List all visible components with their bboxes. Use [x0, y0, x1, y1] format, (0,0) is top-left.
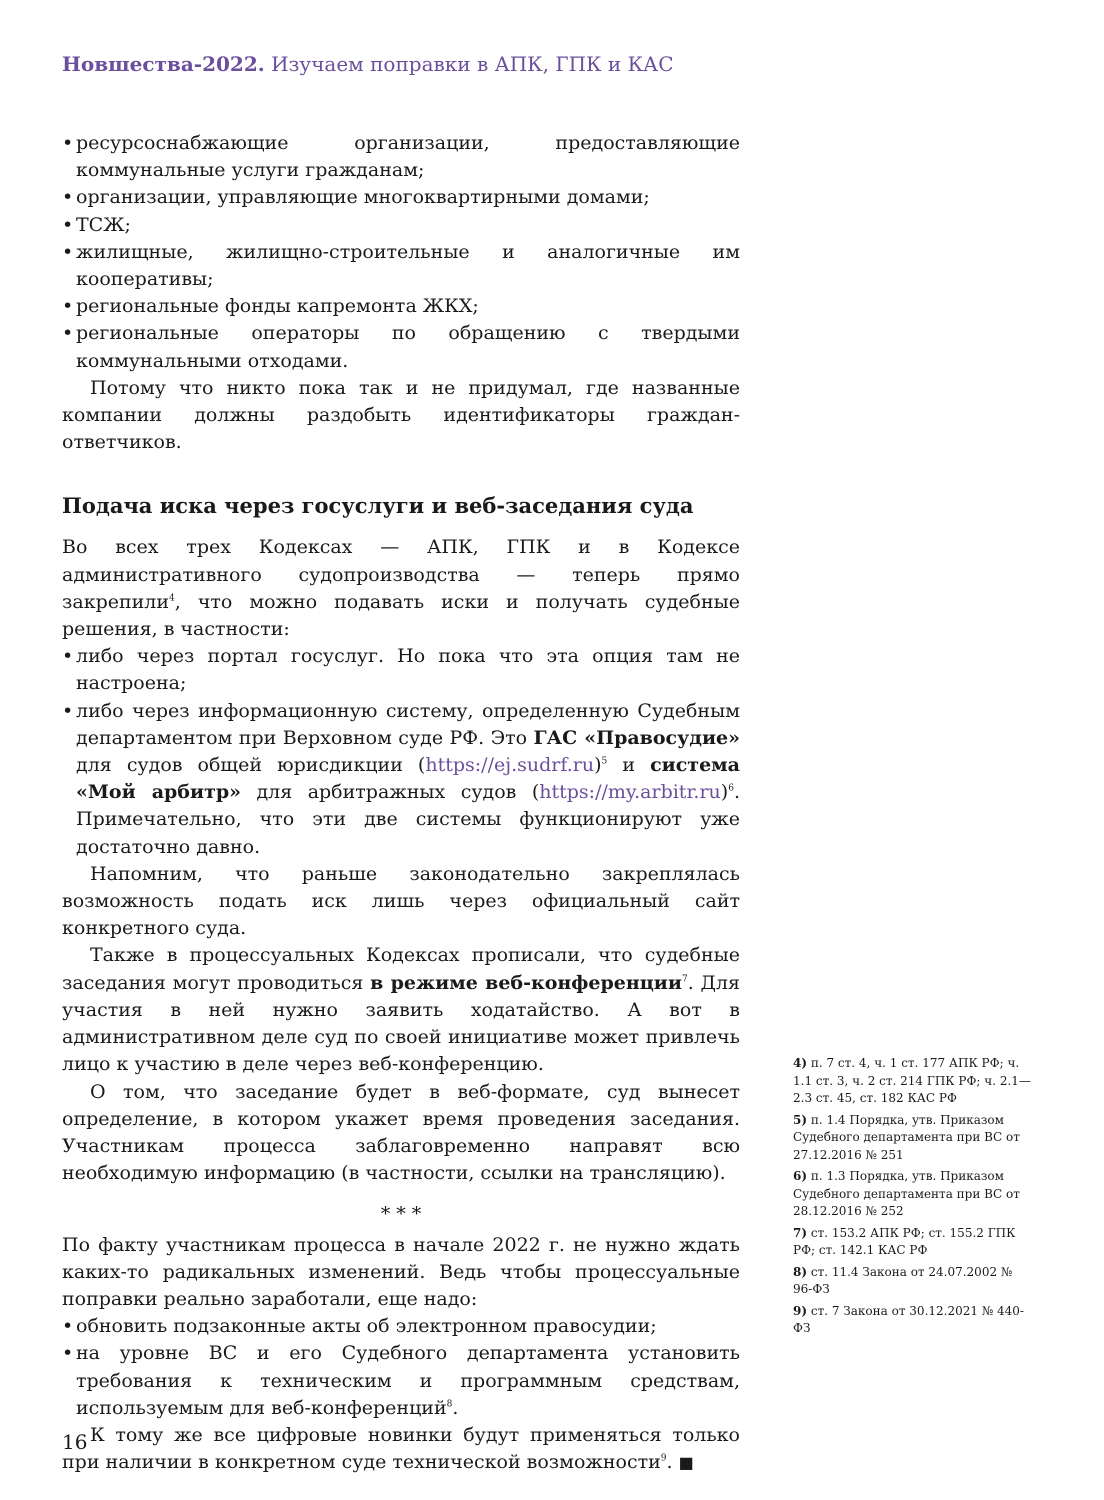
paragraph: По факту участникам процесса в начале 2022 г. не нужно ждать каких-то радикальных изменений. Ведь чтобы процессуальные поправки реально заработали, еще надо:: [62, 1233, 740, 1310]
footnote-ref[interactable]: 8: [446, 1399, 453, 1410]
list-item: • региональные операторы по обращению с твердыми коммунальными отходами.: [62, 320, 740, 374]
channels-list: [62, 643, 740, 861]
link-sudrf[interactable]: https://ej.sudrf.ru: [425, 754, 595, 777]
running-header: [62, 52, 674, 76]
footnote: 5) п. 1.4 Порядка, утв. Приказом Судебного департамента при ВС от 27.12.2016 № 251: [793, 1112, 1020, 1162]
footnote-ref[interactable]: 7: [682, 974, 688, 985]
header-title: Новшества-2022.: [62, 52, 265, 76]
footnote: 7) ст. 153.2 АПК РФ; ст. 155.2 ГПК РФ; ст. 142.1 КАС РФ: [793, 1225, 1016, 1257]
list-item: • ТСЖ;: [62, 212, 740, 239]
footnote: 9) ст. 7 Закона от 30.12.2021 № 440-ФЗ: [793, 1303, 1024, 1335]
list-item: • ресурсоснабжающие организации, предоставляющие коммунальные услуги гражданам;: [62, 130, 740, 184]
list-item: • жилищные, жилищно-строительные и аналогичные им кооперативы;: [62, 239, 740, 293]
footnote: 4) п. 7 ст. 4, ч. 1 ст. 177 АПК РФ; ч. 1.1 ст. 3, ч. 2 ст. 214 ГПК РФ; ч. 2.1—2.3 ст. 45, ст. 182 КАС РФ: [793, 1056, 1031, 1105]
page-number: 16: [62, 1430, 88, 1454]
paragraph: Напомним, что раньше законодательно закреплялась возможность подать иск лишь через официальный сайт конкретного суда.: [62, 862, 740, 940]
footnote-ref[interactable]: 6: [728, 783, 734, 794]
footnote-ref[interactable]: 4: [169, 593, 175, 604]
footnote: 8) ст. 11.4 Закона от 24.07.2002 № 96-ФЗ: [793, 1264, 1013, 1296]
todo-list: [62, 1313, 740, 1422]
list-item: • региональные фонды капремонта ЖКХ;: [62, 293, 740, 320]
footnote-ref[interactable]: 9: [660, 1453, 667, 1464]
section-divider: * * *: [380, 1203, 422, 1226]
footnote: 6) п. 1.3 Порядка, утв. Приказом Судебного департамента при ВС от 28.12.2016 № 252: [793, 1169, 1020, 1218]
paragraph: Также в процессуальных Кодексах прописали, что судебные заседания могут проводиться в режиме веб-конференции$^7$. Для участия в ней нужно заявить ходатайство. А вот в административном деле суд по своей инициативе может привлечь лицо к участию в деле через веб-конференцию.: [62, 944, 740, 1076]
paragraph: К тому же все цифровые новинки будут применяться только при наличии в конкретном суде технической возможности$^9$. ■: [62, 1423, 740, 1474]
list-item: • либо через информационную систему, определенную Судебным департаментом при Верховном суде РФ. Это ГАС «Правосудие» для судов общей юрисдикции (https://ej.sudrf.ru)$^5$ и система «Мой арбитр» для арбитражных судов (https://my.arbitr.ru)$^6$. Примечательно, что эти две системы функционируют уже достаточно давно.: [62, 698, 740, 861]
link-arbitr[interactable]: https://my.arbitr.ru: [539, 781, 721, 804]
list-item: • либо через портал госуслуг. Но пока что эта опция там не настроена;: [62, 643, 740, 697]
section-heading: Подача иска через госуслуги и веб-заседания суда: [62, 493, 694, 519]
paragraph: Во всех трех Кодексах — АПК, ГПК и в Кодексе административного судопроизводства — теперь прямо закрепили$^4$, что можно подавать иски и получать судебные решения, в частности:: [62, 536, 740, 641]
paragraph: Потому что никто пока так и не придумал, где названные компании должны раздобыть идентификаторы граждан-ответчиков.: [62, 376, 740, 454]
article-body: [62, 130, 740, 1476]
organizations-list: [62, 130, 740, 375]
header-subtitle: Изучаем поправки в АПК, ГПК и КАС: [271, 52, 674, 76]
end-mark: ■: [678, 1453, 694, 1473]
footnote-ref[interactable]: 5: [601, 756, 608, 767]
paragraph: О том, что заседание будет в веб-формате, суд вынесет определение, в котором укажет время проведения заседания. Участникам процесса заблаговременно направят всю необходимую информацию (в частности, ссылки на трансляцию).: [62, 1080, 740, 1185]
list-item: • на уровне ВС и его Судебного департамента установить требования к техническим и программным средствам, используемым для веб-конференций$^8$.: [62, 1340, 740, 1422]
footnotes: [793, 1055, 1033, 1342]
list-item: • обновить подзаконные акты об электронном правосудии;: [62, 1313, 740, 1340]
list-item: • организации, управляющие многоквартирными домами;: [62, 184, 740, 211]
